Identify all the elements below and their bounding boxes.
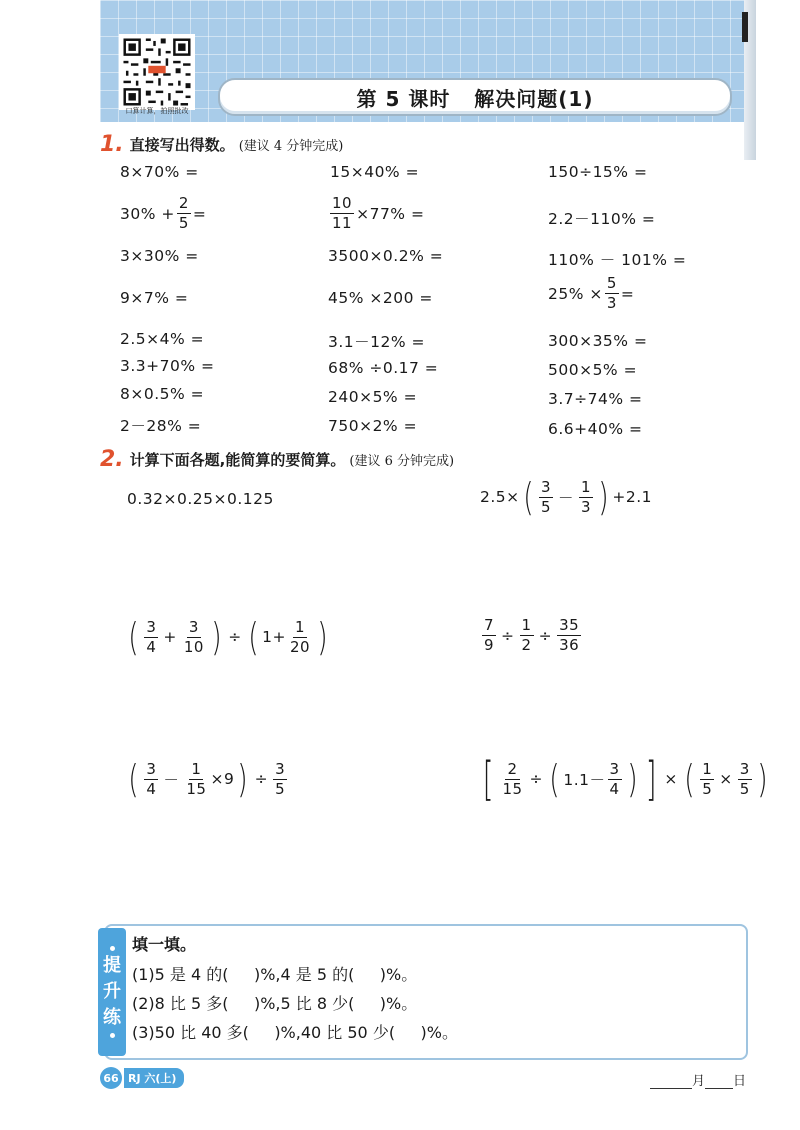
oral-item: 150÷15% = bbox=[548, 163, 648, 181]
practice-tab-char: 练 bbox=[103, 1007, 121, 1028]
fraction bbox=[288, 617, 312, 656]
expr-part: ×77% = bbox=[356, 204, 425, 223]
denominator: 4 bbox=[609, 779, 620, 798]
section-1-instruction: 直接写出得数。 bbox=[129, 136, 235, 154]
section-1-number: 1. bbox=[100, 132, 124, 157]
paren-open: ( bbox=[128, 615, 140, 659]
oral-item: 15×40% = bbox=[330, 163, 420, 181]
numerator: 3 bbox=[609, 759, 620, 778]
denominator: 5 bbox=[739, 779, 750, 798]
numerator: 2 bbox=[178, 194, 189, 212]
fraction bbox=[177, 196, 191, 231]
denominator: 3 bbox=[606, 294, 617, 312]
calc-problem-6 bbox=[478, 752, 771, 806]
calc-problem-2 bbox=[480, 475, 653, 519]
fraction bbox=[608, 759, 622, 798]
page-number-badge bbox=[100, 1067, 184, 1089]
oral-item: 2.5×4% = bbox=[120, 330, 205, 348]
operator: ÷ bbox=[529, 770, 544, 788]
expr-part: ×9 bbox=[210, 770, 235, 788]
practice-tab-char: 提 bbox=[103, 955, 121, 976]
calc-problem-3 bbox=[125, 615, 331, 659]
oral-item: 8×0.5% = bbox=[120, 385, 205, 403]
bookmark-tab bbox=[742, 12, 748, 42]
qr-caption: 口算计算，拍照批改 bbox=[125, 107, 189, 115]
denominator: 15 bbox=[186, 779, 207, 798]
oral-item: 6.6+40% = bbox=[548, 420, 643, 438]
operator: － bbox=[163, 771, 180, 789]
fraction bbox=[500, 759, 524, 798]
oral-item: 3.7÷74% = bbox=[548, 390, 643, 408]
fraction bbox=[738, 759, 752, 798]
fraction bbox=[182, 617, 206, 656]
oral-item: 750×2% = bbox=[328, 417, 418, 435]
calc-problem-1: 0.32×0.25×0.125 bbox=[127, 490, 274, 508]
oral-item: 45% ×200 = bbox=[328, 289, 433, 307]
section-2-number: 2. bbox=[100, 447, 124, 472]
denominator: 3 bbox=[581, 497, 592, 516]
numerator: 1 bbox=[191, 759, 202, 778]
fraction bbox=[144, 759, 158, 798]
lesson-title-pill bbox=[218, 78, 732, 116]
fraction bbox=[144, 617, 158, 656]
numerator: 1 bbox=[295, 617, 306, 636]
numerator: 3 bbox=[739, 759, 750, 778]
numerator: 3 bbox=[188, 617, 199, 636]
month-blank[interactable] bbox=[650, 1074, 692, 1089]
numerator: 3 bbox=[146, 759, 157, 778]
operator: － bbox=[558, 489, 575, 507]
denominator: 5 bbox=[275, 779, 286, 798]
expr-part: +2.1 bbox=[612, 488, 653, 506]
section-2-time-note: (建议 6 分钟完成) bbox=[349, 454, 455, 469]
denominator: 36 bbox=[559, 636, 580, 654]
numerator: 35 bbox=[559, 616, 580, 634]
date-fill-in bbox=[650, 1070, 746, 1089]
practice-tab-char: 升 bbox=[103, 981, 121, 1002]
expr-part: = bbox=[620, 284, 635, 303]
expr-part: 30% + bbox=[120, 204, 175, 223]
section-1-time-note: (建议 4 分钟完成) bbox=[238, 139, 344, 154]
numerator: 1 bbox=[521, 616, 532, 634]
fraction bbox=[273, 759, 287, 798]
expr-part: 1.1－ bbox=[563, 771, 606, 789]
oral-item: 300×35% = bbox=[548, 332, 648, 350]
calc-problem-4 bbox=[480, 618, 583, 653]
tab-dot bbox=[110, 1033, 115, 1038]
oral-item: 3.3+70% = bbox=[120, 357, 215, 375]
oral-item: 2－28% = bbox=[120, 417, 202, 435]
lesson-title: 第 5 课时 解决问题(1) bbox=[356, 86, 594, 111]
bracket-open: [ bbox=[482, 752, 494, 806]
fraction bbox=[482, 618, 496, 653]
fraction bbox=[579, 477, 593, 516]
operator: + bbox=[163, 628, 177, 646]
fraction bbox=[184, 759, 208, 798]
oral-item: 240×5% = bbox=[328, 388, 418, 406]
oral-item: 500×5% = bbox=[548, 361, 638, 379]
denominator: 5 bbox=[702, 779, 713, 798]
practice-question-1: (1)5 是 4 的( )%,4 是 5 的( )%。 bbox=[132, 965, 418, 984]
fraction bbox=[539, 477, 553, 516]
fraction bbox=[605, 276, 619, 311]
section-2-instruction: 计算下面各题,能简算的要简算。 bbox=[129, 451, 346, 469]
numerator: 3 bbox=[146, 617, 157, 636]
practice-question-2: (2)8 比 5 多( )%,5 比 8 少( )%。 bbox=[132, 994, 418, 1013]
denominator: 2 bbox=[521, 636, 532, 654]
fraction bbox=[557, 618, 581, 653]
oral-item-fraction bbox=[548, 276, 634, 311]
section-1-heading bbox=[100, 132, 343, 157]
operator: ÷ bbox=[501, 626, 515, 645]
expr-part: = bbox=[192, 204, 207, 223]
numerator: 1 bbox=[702, 759, 713, 778]
expr-part: 25% × bbox=[548, 284, 603, 303]
numerator: 3 bbox=[540, 477, 552, 496]
numerator: 1 bbox=[581, 477, 592, 496]
numerator: 2 bbox=[507, 759, 518, 778]
page-number: 66 bbox=[100, 1067, 122, 1089]
fraction bbox=[520, 618, 534, 653]
paren-open: ( bbox=[549, 757, 561, 801]
numerator: 10 bbox=[332, 194, 353, 212]
paren-open: ( bbox=[248, 615, 259, 659]
paren-close: ) bbox=[237, 757, 249, 801]
tab-dot bbox=[110, 946, 115, 951]
numerator: 7 bbox=[484, 616, 495, 634]
day-blank[interactable] bbox=[705, 1074, 733, 1089]
month-label: 月 bbox=[692, 1074, 706, 1089]
paren-open: ( bbox=[522, 475, 534, 519]
denominator: 5 bbox=[178, 214, 189, 232]
paren-open: ( bbox=[128, 757, 140, 801]
practice-title: 填一填。 bbox=[132, 935, 197, 954]
numerator: 5 bbox=[606, 274, 617, 292]
paren-close: ) bbox=[211, 615, 222, 659]
paren-close: ) bbox=[317, 615, 329, 659]
oral-item: 2.2－110% = bbox=[548, 210, 656, 228]
denominator: 9 bbox=[484, 636, 495, 654]
oral-item-fraction bbox=[328, 196, 424, 231]
denominator: 4 bbox=[146, 779, 157, 798]
fraction bbox=[330, 196, 354, 231]
practice-question-3: (3)50 比 40 多( )%,40 比 50 少( )%。 bbox=[132, 1023, 458, 1042]
denominator: 20 bbox=[289, 637, 311, 656]
section-2-heading bbox=[100, 447, 454, 472]
oral-item: 9×7% = bbox=[120, 289, 189, 307]
bracket-close: ] bbox=[645, 752, 657, 806]
calc-problem-5 bbox=[125, 757, 289, 801]
paren-open: ( bbox=[684, 757, 695, 801]
qr-code-icon[interactable] bbox=[119, 34, 195, 110]
expr-part: 1+ bbox=[262, 628, 286, 646]
operator: ÷ bbox=[228, 628, 242, 646]
oral-item: 3×30% = bbox=[120, 247, 199, 265]
oral-item: 110% － 101% = bbox=[548, 251, 687, 269]
expr-part: 2.5× bbox=[480, 488, 520, 506]
fraction bbox=[700, 759, 714, 798]
operator: ÷ bbox=[254, 770, 269, 788]
oral-item-fraction bbox=[120, 196, 206, 231]
denominator: 5 bbox=[540, 497, 552, 516]
paren-close: ) bbox=[757, 757, 768, 801]
practice-tab bbox=[98, 928, 126, 1056]
day-label: 日 bbox=[733, 1074, 747, 1089]
oral-item: 3.1－12% = bbox=[328, 333, 426, 351]
operator: × bbox=[719, 770, 733, 788]
denominator: 11 bbox=[332, 214, 353, 232]
paren-close: ) bbox=[626, 757, 638, 801]
oral-item: 3500×0.2% = bbox=[328, 247, 444, 265]
edition-label: RJ 六(上) bbox=[124, 1068, 184, 1088]
paren-close: ) bbox=[598, 475, 610, 519]
operator: × bbox=[664, 770, 678, 788]
numerator: 3 bbox=[275, 759, 286, 778]
operator: ÷ bbox=[538, 626, 553, 645]
denominator: 15 bbox=[502, 779, 523, 798]
oral-item: 68% ÷0.17 = bbox=[328, 359, 439, 377]
oral-item: 8×70% = bbox=[120, 163, 199, 181]
denominator: 10 bbox=[183, 637, 204, 656]
denominator: 4 bbox=[146, 637, 157, 656]
